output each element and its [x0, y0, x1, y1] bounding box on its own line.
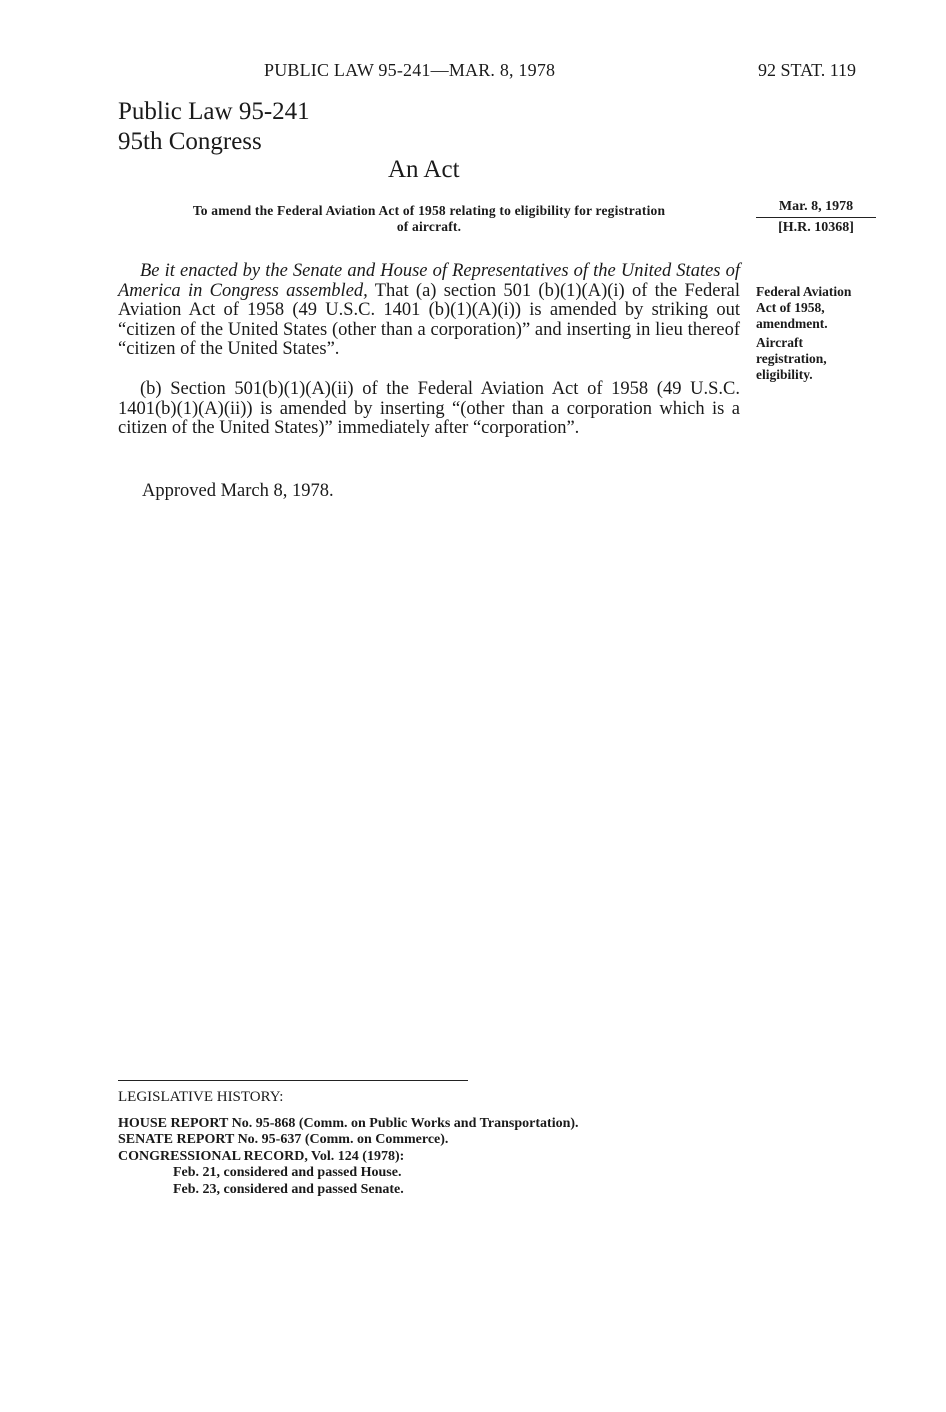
enactment-date-box [756, 199, 876, 236]
margin-note-line: Aircraft [756, 335, 803, 350]
section-a-paragraph [118, 262, 740, 360]
margin-note-line: registration, [756, 351, 827, 366]
margin-note-line: amendment. [756, 316, 828, 331]
congressional-record: CONGRESSIONAL RECORD, Vol. 124 (1978): [118, 1148, 405, 1164]
house-action: Feb. 21, considered and passed House. [173, 1165, 402, 1180]
legislative-history [118, 1089, 758, 1198]
purpose-line-1: To amend the Federal Aviation Act of 1958 relating to eligibility for registration [192, 203, 666, 218]
margin-note-line: Federal Aviation [756, 284, 852, 299]
purpose-line-2: of aircraft. [396, 219, 462, 234]
senate-action: Feb. 23, considered and passed Senate. [173, 1181, 404, 1197]
act-title: An Act [388, 156, 460, 183]
house-report: HOUSE REPORT No. 95-868 (Comm. on Public Works and Transportation). [118, 1115, 579, 1131]
congress-label: 95th Congress [118, 128, 262, 155]
section-a-text: That (a) section 501 (b)(1)(A)(i) of the Federal Aviation Act of 1958 (49 U.S.C. 1401 (b)(1)(A)(i)) is amended by striking out “citizen of the United States (other than a corporation)” and inserting in lieu thereof “citizen of the United States”. [118, 280, 740, 359]
margin-note-line: eligibility. [756, 367, 813, 382]
approval-line: Approved March 8, 1978. [142, 481, 334, 501]
public-law-number: Public Law 95-241 [118, 98, 310, 125]
margin-note-line: Act of 1958, [756, 300, 825, 315]
bill-number: [H.R. 10368] [778, 220, 854, 235]
act-purpose [118, 203, 740, 235]
enacting-clause: Be it enacted by the Senate and House of Representatives of the United States of America in Congress assembled, [118, 261, 740, 301]
margin-notes [756, 284, 886, 383]
running-head: PUBLIC LAW 95-241—MAR. 8, 1978 [264, 60, 556, 80]
enactment-date: Mar. 8, 1978 [756, 199, 876, 218]
senate-report: SENATE REPORT No. 95-637 (Comm. on Commerce). [118, 1132, 449, 1147]
legislative-history-title: LEGISLATIVE HISTORY: [118, 1089, 284, 1105]
page-number: 92 STAT. 119 [758, 60, 857, 80]
section-b-paragraph: (b) Section 501(b)(1)(A)(ii) of the Federal Aviation Act of 1958 (49 U.S.C. 1401(b)(1)(A)(ii)) is amended by inserting “(other than a corporation which is a citizen of the United States)” immediately after “corporation”. [118, 379, 740, 438]
legislative-history-rule [118, 1080, 468, 1081]
